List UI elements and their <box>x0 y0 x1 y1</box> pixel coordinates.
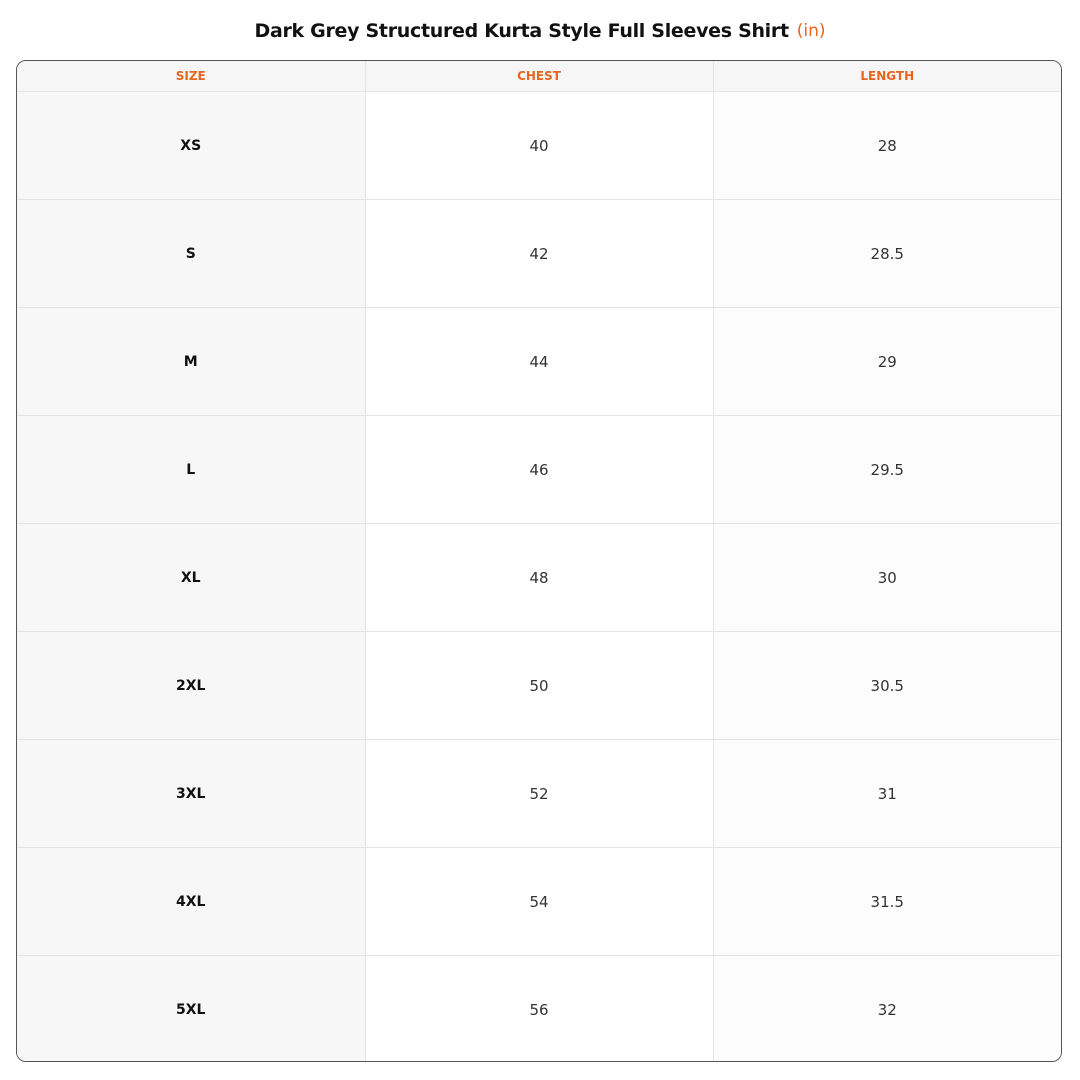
table-row <box>17 308 1061 416</box>
length-cell: 29.5 <box>713 416 1061 524</box>
chest-cell: 46 <box>365 416 713 524</box>
length-cell: 29 <box>713 308 1061 416</box>
length-cell: 30 <box>713 524 1061 632</box>
size-cell: XS <box>17 92 365 200</box>
chest-cell: 44 <box>365 308 713 416</box>
chest-cell: 56 <box>365 956 713 1063</box>
table-row <box>17 416 1061 524</box>
length-cell: 30.5 <box>713 632 1061 740</box>
table-row <box>17 92 1061 200</box>
chest-cell: 42 <box>365 200 713 308</box>
length-cell: 32 <box>713 956 1061 1063</box>
size-cell: M <box>17 308 365 416</box>
chest-cell: 50 <box>365 632 713 740</box>
chest-cell: 48 <box>365 524 713 632</box>
size-cell: 2XL <box>17 632 365 740</box>
column-header-length: LENGTH <box>713 61 1061 92</box>
chest-cell: 54 <box>365 848 713 956</box>
size-cell: XL <box>17 524 365 632</box>
unit-label: (in) <box>796 21 826 41</box>
chest-cell: 40 <box>365 92 713 200</box>
chest-cell: 52 <box>365 740 713 848</box>
column-header-size: SIZE <box>17 61 365 92</box>
size-cell: 5XL <box>17 956 365 1063</box>
table-row <box>17 524 1061 632</box>
column-header-chest: CHEST <box>365 61 713 92</box>
table-row <box>17 740 1061 848</box>
table-row <box>17 200 1061 308</box>
size-chart-table-container <box>16 60 1062 1062</box>
page-title: Dark Grey Structured Kurta Style Full Sleeves Shirt <box>254 20 789 42</box>
length-cell: 31 <box>713 740 1061 848</box>
size-cell: S <box>17 200 365 308</box>
table-row <box>17 956 1061 1063</box>
size-cell: 4XL <box>17 848 365 956</box>
size-cell: 3XL <box>17 740 365 848</box>
size-cell: L <box>17 416 365 524</box>
length-cell: 28.5 <box>713 200 1061 308</box>
table-row <box>17 848 1061 956</box>
length-cell: 28 <box>713 92 1061 200</box>
length-cell: 31.5 <box>713 848 1061 956</box>
size-chart-table <box>17 61 1061 1062</box>
table-header-row <box>17 61 1061 92</box>
table-row <box>17 632 1061 740</box>
size-chart-header <box>0 14 1080 48</box>
